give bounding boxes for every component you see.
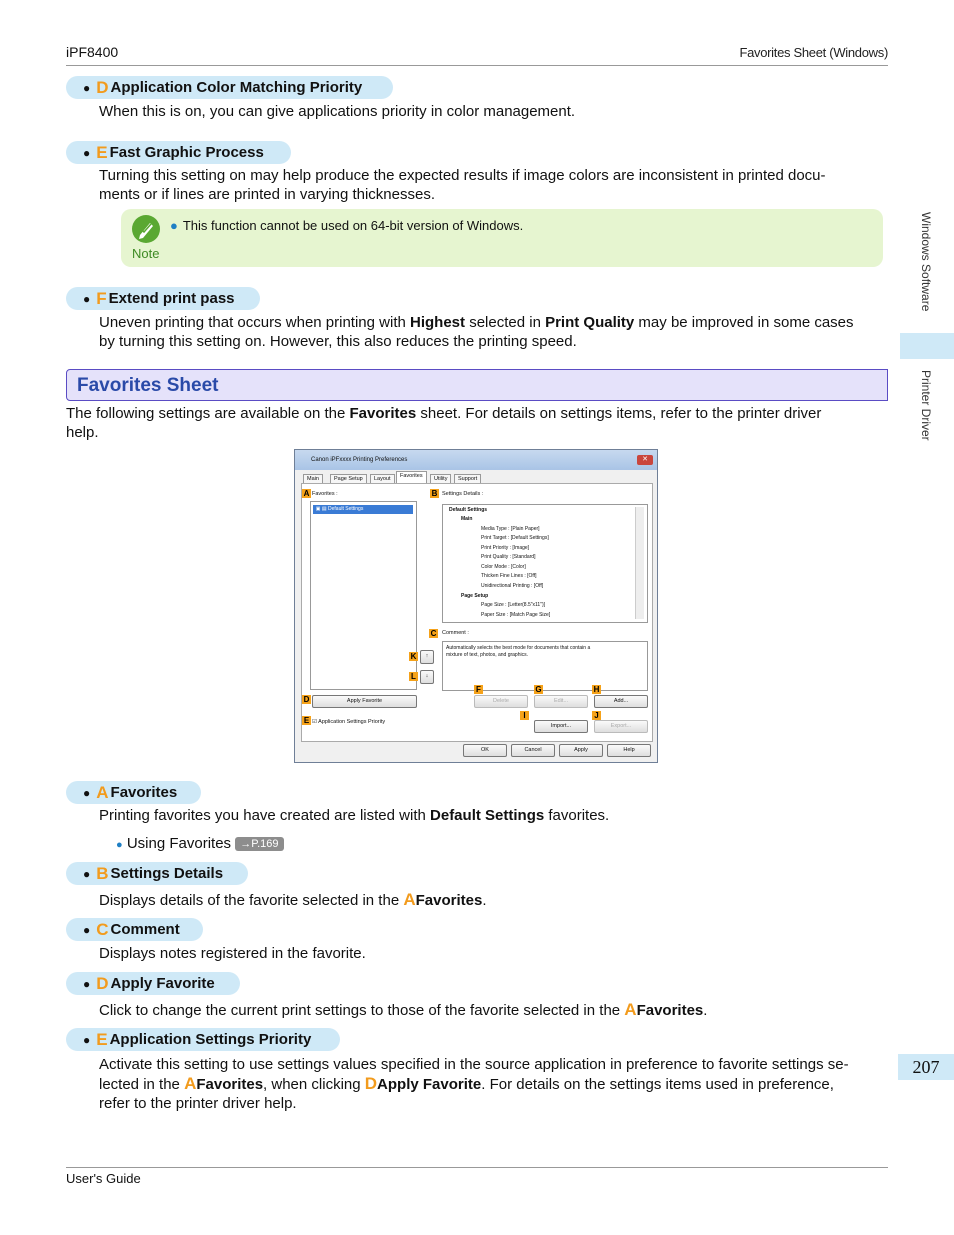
marker-f: F bbox=[474, 685, 483, 694]
app-priority-label: Application Settings Priority bbox=[318, 719, 386, 725]
item-pill-f-top bbox=[66, 287, 260, 310]
marker-l: L bbox=[409, 672, 418, 681]
delete-button[interactable]: Delete bbox=[474, 695, 528, 708]
ref-letter: A bbox=[184, 1074, 197, 1093]
item-letter: E bbox=[96, 1029, 108, 1049]
text-span: Uneven printing that occurs when printing with bbox=[99, 314, 411, 331]
header-rule bbox=[66, 65, 888, 66]
item-e-line3: refer to the printer driver help. bbox=[99, 1095, 297, 1112]
favorites-list[interactable] bbox=[310, 501, 417, 690]
list-item[interactable]: ▣ ▤ Default Settings bbox=[313, 505, 413, 514]
text-span: sheet. For details on settings items, refer to the printer driver bbox=[416, 405, 822, 422]
marker-a: A bbox=[303, 489, 310, 498]
tree-node: Default Settings bbox=[449, 507, 488, 513]
item-title: Apply Favorite bbox=[110, 975, 215, 992]
add-button[interactable]: Add... bbox=[594, 695, 648, 708]
footer-text: User's Guide bbox=[66, 1171, 141, 1186]
text-span: . bbox=[482, 892, 487, 909]
section-intro-line2: help. bbox=[66, 424, 99, 441]
text-span: selected in bbox=[465, 314, 546, 331]
pencil-check-icon bbox=[132, 215, 160, 243]
text-span: Printing favorites you have created are listed with bbox=[99, 807, 431, 824]
text-span: . bbox=[703, 1002, 708, 1019]
bullet-icon: ● bbox=[116, 839, 123, 851]
tree-node: Main bbox=[461, 516, 473, 522]
text-span: lected in the bbox=[99, 1076, 185, 1093]
apply-button[interactable]: Apply bbox=[559, 744, 603, 757]
bullet-icon: ● bbox=[83, 785, 91, 800]
favorites-panel bbox=[301, 483, 653, 742]
text-bold: Favorites bbox=[196, 1076, 264, 1093]
settings-details-label: Settings Details : bbox=[442, 491, 484, 497]
comment-line: Automatically selects the best mode for documents that contain a bbox=[446, 645, 591, 651]
bullet-icon: ● bbox=[83, 291, 91, 306]
item-f-line2: by turning this setting on. However, this also reduces the printing speed. bbox=[99, 333, 577, 350]
section-title: Favorites Sheet bbox=[77, 375, 219, 396]
marker-b: B bbox=[431, 489, 438, 498]
tree-node: Page Size : [Letter(8.5"x11")] bbox=[481, 602, 546, 608]
tree-node: Color Mode : [Color] bbox=[481, 564, 526, 570]
bullet-icon: ● bbox=[83, 866, 91, 881]
comment-label: Comment : bbox=[442, 630, 469, 636]
section-intro bbox=[66, 404, 886, 442]
cancel-button[interactable]: Cancel bbox=[511, 744, 555, 757]
side-windows-software: Windows Software bbox=[919, 212, 933, 312]
tab-page-setup[interactable]: Page Setup bbox=[330, 474, 367, 485]
marker-i: I bbox=[520, 711, 529, 720]
move-down-button[interactable]: ↓ bbox=[420, 670, 434, 684]
marker-h: H bbox=[593, 685, 600, 694]
item-d-text: When this is on, you can give applications priority in color management. bbox=[99, 103, 576, 120]
tree-node: Page Setup bbox=[461, 593, 489, 599]
close-icon[interactable]: ✕ bbox=[637, 455, 653, 465]
tree-node: Print Quality : [Standard] bbox=[481, 554, 536, 560]
marker-c: C bbox=[430, 629, 437, 638]
import-button[interactable]: Import... bbox=[534, 720, 588, 733]
side-printer-driver: Printer Driver bbox=[919, 370, 933, 441]
text-bold: Print Quality bbox=[545, 314, 635, 331]
text-bold: Favorites bbox=[349, 405, 417, 422]
marker-e: E bbox=[303, 716, 310, 725]
item-pill-d-top bbox=[66, 76, 393, 99]
text-bold: Default Settings bbox=[430, 807, 545, 824]
tree-node: Thicken Fine Lines : [Off] bbox=[481, 573, 537, 579]
item-pill-e-top bbox=[66, 141, 291, 164]
tab-favorites[interactable]: Favorites bbox=[396, 471, 427, 484]
item-pill-c bbox=[66, 918, 203, 941]
tab-main[interactable]: Main bbox=[303, 474, 323, 485]
item-letter: E bbox=[96, 142, 108, 162]
comment-line: mixture of text, photos, and graphics. bbox=[446, 652, 528, 658]
ref-letter: D bbox=[364, 1074, 378, 1093]
item-e-text bbox=[99, 166, 887, 204]
item-c-text: Displays notes registered in the favorite. bbox=[99, 945, 366, 962]
side-tab-highlight bbox=[900, 333, 954, 359]
marker-d: D bbox=[303, 695, 310, 704]
checkbox-icon[interactable]: ☑ bbox=[312, 719, 317, 725]
scrollbar[interactable] bbox=[635, 507, 644, 619]
page-number: 207 bbox=[898, 1054, 954, 1080]
item-title: Application Color Matching Priority bbox=[110, 79, 363, 96]
text-span: The following settings are available on the bbox=[66, 405, 350, 422]
bullet-icon: ● bbox=[83, 1032, 91, 1047]
item-title: Favorites bbox=[110, 784, 178, 801]
bullet-icon: ● bbox=[83, 145, 91, 160]
marker-j: J bbox=[592, 711, 601, 720]
footer-rule bbox=[66, 1167, 888, 1168]
section-heading bbox=[66, 369, 888, 401]
tree-node: Media Type : [Plain Paper] bbox=[481, 526, 540, 532]
text-span: Displays details of the favorite selected in the bbox=[99, 892, 404, 909]
marker-k: K bbox=[410, 652, 417, 661]
tab-utility[interactable]: Utility bbox=[430, 474, 451, 485]
item-e-line2: ments or if lines are printed in varying thicknesses. bbox=[99, 186, 435, 203]
header-product: iPF8400 bbox=[66, 44, 119, 60]
text-span: may be improved in some cases bbox=[634, 314, 854, 331]
favorites-item-label: Default Settings bbox=[328, 506, 364, 512]
edit-button[interactable]: Edit... bbox=[534, 695, 588, 708]
bullet-icon: ● bbox=[83, 80, 91, 95]
app-priority-checkbox[interactable] bbox=[312, 719, 385, 725]
item-letter: C bbox=[96, 919, 109, 939]
item-letter: D bbox=[96, 77, 109, 97]
using-favorites-text: Using Favorites bbox=[126, 835, 232, 852]
item-e-line1: Activate this setting to use settings values specified in the source application in preference to favorite settings se- bbox=[99, 1056, 849, 1073]
text-span: . For details on the settings items used in preference, bbox=[481, 1076, 834, 1093]
ref-letter: A bbox=[624, 1000, 637, 1019]
text-bold: Highest bbox=[410, 314, 466, 331]
item-title: Extend print pass bbox=[108, 290, 235, 307]
tree-node: Print Priority : [Image] bbox=[481, 545, 530, 551]
page-link[interactable]: →P.169 bbox=[235, 837, 283, 851]
settings-details-tree[interactable] bbox=[442, 504, 648, 623]
item-title: Comment bbox=[110, 921, 180, 938]
bullet-icon: ● bbox=[83, 922, 91, 937]
item-a-sublist bbox=[116, 834, 904, 855]
item-pill-e bbox=[66, 1028, 340, 1051]
item-pill-a bbox=[66, 781, 201, 804]
item-e-text-bottom bbox=[99, 1055, 887, 1113]
item-title: Settings Details bbox=[110, 865, 224, 882]
tree-node: Unidirectional Printing : [Off] bbox=[481, 583, 544, 589]
printing-preferences-dialog bbox=[294, 449, 658, 763]
bullet-icon: ● bbox=[83, 976, 91, 991]
text-span: favorites. bbox=[544, 807, 610, 824]
tree-node: Paper Size : [Match Page Size] bbox=[481, 612, 551, 618]
help-button[interactable]: Help bbox=[607, 744, 651, 757]
item-title: Fast Graphic Process bbox=[109, 144, 264, 161]
note-label: Note bbox=[132, 246, 160, 261]
item-pill-b bbox=[66, 862, 248, 885]
move-up-button[interactable]: ↑ bbox=[420, 650, 434, 664]
tab-layout[interactable]: Layout bbox=[370, 474, 395, 485]
export-button[interactable]: Export... bbox=[594, 720, 648, 733]
tab-support[interactable]: Support bbox=[454, 474, 481, 485]
item-title: Application Settings Priority bbox=[109, 1031, 312, 1048]
text-span: Click to change the current print settings to those of the favorite selected in the bbox=[99, 1002, 625, 1019]
comment-box bbox=[442, 641, 648, 691]
note-text: ● This function cannot be used on 64-bit version of Windows. bbox=[170, 218, 524, 233]
marker-g: G bbox=[535, 685, 542, 694]
apply-favorite-button[interactable]: Apply Favorite bbox=[312, 695, 417, 708]
dialog-titlebar bbox=[295, 450, 657, 470]
item-a-text bbox=[99, 806, 887, 825]
item-e-line1: Turning this setting on may help produce the expected results if image colors are inconsistent in printed docu- bbox=[99, 167, 826, 184]
note-text-content: This function cannot be used on 64-bit version of Windows. bbox=[182, 218, 524, 233]
item-pill-d bbox=[66, 972, 240, 995]
item-letter: B bbox=[96, 863, 109, 883]
header-section: Favorites Sheet (Windows) bbox=[739, 45, 888, 60]
item-f-text bbox=[99, 313, 887, 351]
item-d-text-bottom bbox=[99, 1000, 887, 1020]
item-letter: F bbox=[96, 288, 107, 308]
text-bold: Apply Favorite bbox=[377, 1076, 482, 1093]
dialog-title: Canon iPFxxxx Printing Preferences bbox=[311, 457, 408, 463]
ok-button[interactable]: OK bbox=[463, 744, 507, 757]
tree-node: Print Target : [Default Settings] bbox=[481, 535, 549, 541]
ref-letter: A bbox=[403, 890, 416, 909]
item-letter: D bbox=[96, 973, 109, 993]
text-bold: Favorites bbox=[636, 1002, 704, 1019]
favorites-label: Favorites : bbox=[312, 491, 338, 497]
text-bold: Favorites bbox=[415, 892, 483, 909]
text-span: , when clicking bbox=[263, 1076, 365, 1093]
item-b-text bbox=[99, 890, 887, 910]
item-letter: A bbox=[96, 782, 109, 802]
